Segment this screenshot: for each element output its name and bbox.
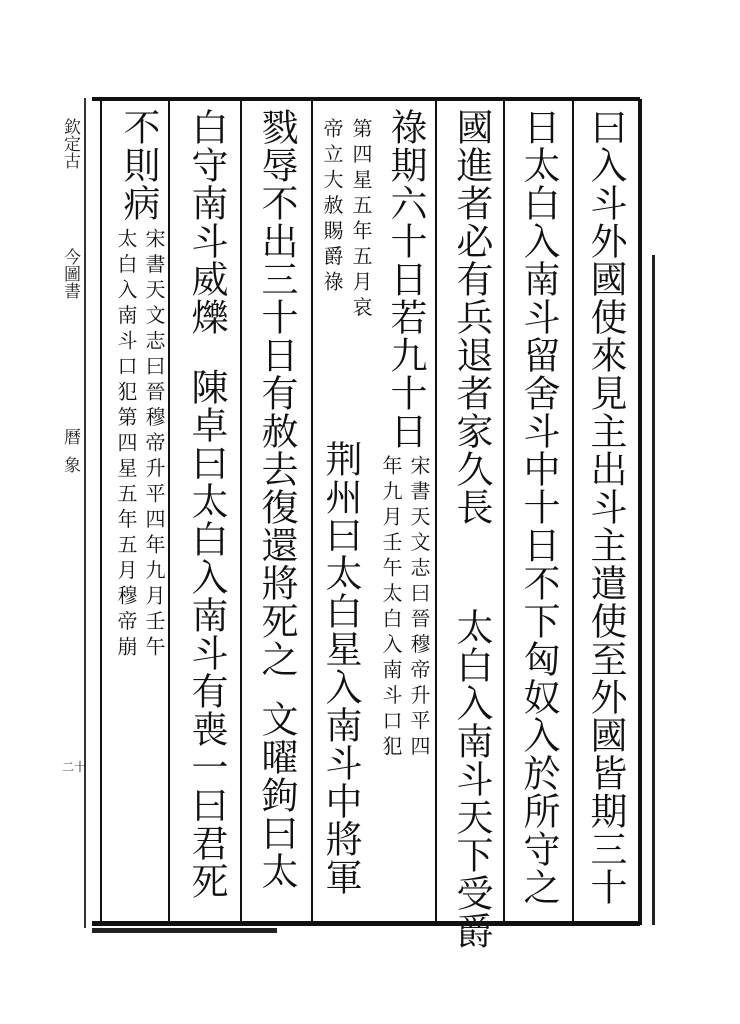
margin-rule <box>84 98 86 928</box>
page-frame-right <box>638 99 642 925</box>
page-frame-right-outer <box>652 255 655 925</box>
text-column-7-continued: 陳卓曰太白入南斗有喪一曰君死 <box>185 368 228 900</box>
text-column-8: 不則病 <box>117 108 160 222</box>
text-column-3-continued: 太白入南斗天下受爵 <box>450 608 493 950</box>
column-rule <box>572 99 574 923</box>
margin-title-mark: 今圖書 <box>60 248 80 299</box>
text-column-4: 祿期六十日若九十日 <box>384 108 427 450</box>
text-column-5: 荆州曰太白星入南斗中將軍 <box>319 440 362 896</box>
page-frame-top <box>92 97 640 101</box>
column-rule <box>240 99 242 923</box>
text-column-1: 曰入斗外國使來見主出斗主遣使至外國皆期三十 <box>584 108 627 906</box>
margin-page-number: 二十 <box>62 760 87 774</box>
margin-volume-mark: 曆 <box>60 428 80 445</box>
annotation-line: 太白入南斗口犯第四星五年五月穆帝崩 <box>114 228 138 662</box>
column-rule <box>435 99 437 923</box>
annotation-line: 年九月壬午太白入南斗口犯 <box>379 455 403 761</box>
annotation-line: 帝立大赦賜爵祿 <box>320 118 344 297</box>
column-rule <box>311 99 313 923</box>
text-column-7: 白守南斗威爍 <box>185 108 228 336</box>
annotation-line: 宋書天文志曰晉穆帝升平四 <box>407 455 431 761</box>
margin-title-mark: 欽定古 <box>60 118 80 169</box>
column-rule <box>503 99 505 923</box>
annotation-line: 第四星五年五月哀 <box>349 118 373 322</box>
text-column-2: 日太白入南斗留舍斗中十日不下匈奴入於所守之 <box>517 108 560 906</box>
column-rule <box>100 99 102 923</box>
margin-volume-mark: 象 <box>60 456 80 473</box>
column-rule <box>168 99 170 923</box>
annotation-line: 宋書天文志曰晉穆帝升平四年九月壬午 <box>142 228 166 662</box>
text-column-3: 國進者必有兵退者家久長 <box>450 108 493 526</box>
page-frame-bottom-shadow <box>92 928 277 933</box>
text-column-6: 戮辱不出三十日有赦去復還將死之 <box>255 108 298 678</box>
page-frame-bottom <box>92 921 640 926</box>
page-margin-edge <box>54 98 88 928</box>
text-column-6-continued: 文曜鉤曰太 <box>255 700 298 890</box>
